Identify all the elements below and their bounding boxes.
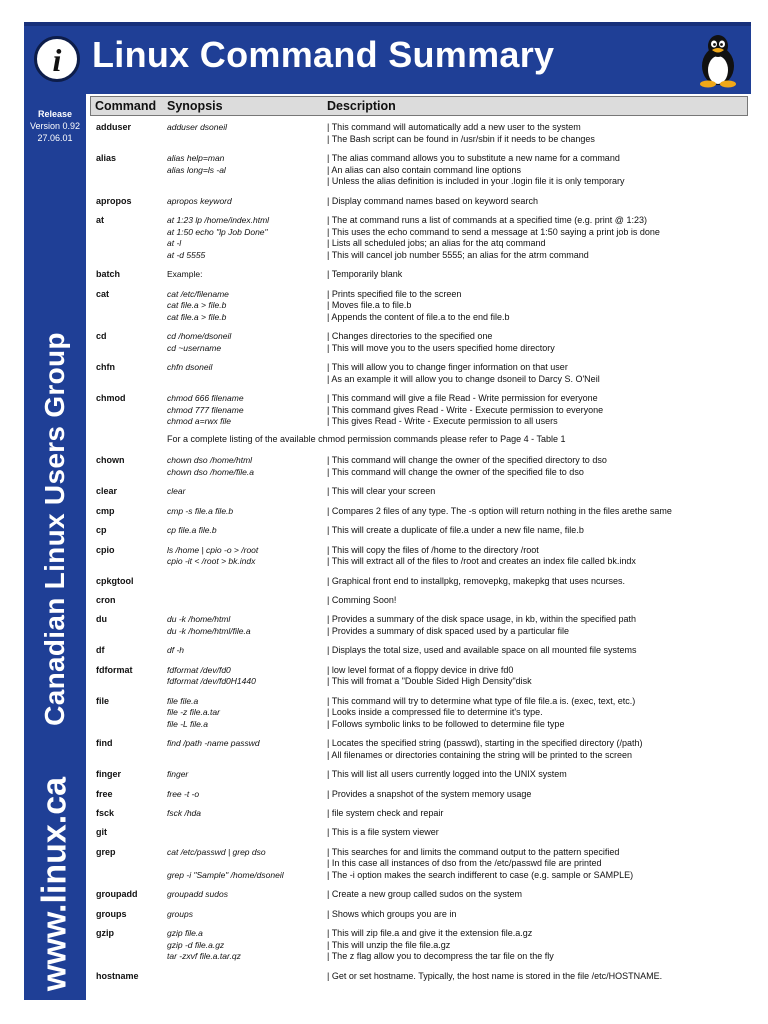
synopsis-line: find /path -name passwd [167,738,260,749]
synopsis-line: tar -zxvf file.a.tar.qz [167,951,241,962]
command-name: cpio [96,544,115,555]
synopsis [167,455,254,478]
table-row [96,889,756,908]
description-line: | This will allow you to change finger information on that user [327,362,600,374]
synopsis-line: ls /home | cpio -o > /root [167,544,259,555]
table-row [96,614,756,645]
command-name: df [96,645,105,656]
description [327,486,435,498]
synopsis-line: free -t -o [167,788,200,799]
table-row [96,196,756,215]
title-banner [24,22,751,94]
description-line: | This command will change the owner of the specified directory to dso [327,455,607,467]
description-line: | This gives Read - Write - Execute permission to all users [327,416,603,428]
synopsis-line: chmod a=rwx file [167,416,232,427]
chmod-reference-note: For a complete listing of the available chmod permission commands please refer to Page 4 - Table 1 [167,433,566,444]
synopsis [167,909,193,921]
synopsis [167,789,199,801]
table-row [96,769,756,788]
release-info [24,108,86,144]
tux-penguin-icon [695,32,741,88]
description [327,393,603,428]
synopsis-line: chown dso /home/html [167,455,253,466]
description [327,928,554,963]
synopsis-line: cp file.a file.b [167,525,217,536]
description [327,455,607,478]
header-description: Description [327,99,396,113]
synopsis [167,847,284,882]
description [327,614,636,637]
synopsis-line: chmod 666 filename [167,393,244,404]
synopsis-line: at 1:50 echo "lp Job Done" [167,226,268,237]
description [327,153,625,188]
description-line: | Shows which groups you are in [327,909,456,921]
synopsis [167,525,217,537]
description [327,506,672,518]
table-row [96,486,756,505]
description-line: | This command will change the owner of the specified file to dso [327,467,607,479]
description-line: | Locates the specified string (passwd), starting in the specified directory (/path) [327,738,643,750]
command-name: fdformat [96,664,133,675]
table-row [96,595,756,614]
description-line: | As an example it will allow you to change dsoneil to Darcy S. O'Neil [327,374,600,386]
header-command: Command [95,99,157,113]
description-line: | Compares 2 files of any type. The -s option will return nothing in the files arethe same [327,506,672,518]
description-line: | The alias command allows you to substitute a new name for a command [327,153,625,165]
command-name: du [96,614,107,625]
command-name: at [96,214,105,225]
description-line: | This will move you to the users specified home directory [327,343,555,355]
command-name: batch [96,269,121,280]
release-version: Version 0.92 [29,121,81,131]
synopsis-line: file file.a [167,695,199,706]
table-row [96,455,756,486]
description-line: | Moves file.a to file.b [327,300,509,312]
synopsis-line [167,858,284,870]
description-line: | Get or set hostname. Typically, the host name is stored in the file /etc/HOSTNAME. [327,971,662,983]
description-line: | This will copy the files of /home to the directory /root [327,545,636,557]
description [327,696,635,731]
description-line: | This will list all users currently logged into the UNIX system [327,769,567,781]
description [327,331,555,354]
description-line: | This command will automatically add a new user to the system [327,122,595,134]
description-line: | This command gives Read - Write - Execute permission to everyone [327,405,603,417]
description-line: | Temporarily blank [327,269,402,281]
table-row [96,789,756,808]
description-line: | Appends the content of file.a to the end file.b [327,312,509,324]
synopsis [167,808,201,820]
description [327,645,637,657]
description-line: | This will cancel job number 5555; an alias for the atrm command [327,250,660,262]
table-row [96,847,756,890]
synopsis-line: cmp -s file.a file.b [167,505,234,516]
table-row [96,645,756,664]
description [327,362,600,385]
command-name: cpkgtool [96,575,134,586]
description-line: | This command will try to determine what type of file file.a is. (exec, text, etc.) [327,696,635,708]
description [327,738,643,761]
synopsis-line: chmod 777 filename [167,404,244,415]
synopsis-line: gzip file.a [167,928,203,939]
table-row [96,971,756,990]
website-link[interactable]: www.linux.ca [35,776,74,992]
synopsis-line: Example: [167,269,203,280]
table-row [96,738,756,769]
command-name: clear [96,486,118,497]
synopsis-line: file -L file.a [167,718,208,729]
synopsis [167,889,228,901]
description-line: | This is a file system viewer [327,827,439,839]
synopsis-line: cpio -it < /root > bk.indx [167,556,256,567]
command-name: apropos [96,195,132,206]
table-row [96,506,756,525]
page-title: Linux Command Summary [92,34,555,75]
synopsis-line: cat /etc/passwd | grep dso [167,846,266,857]
command-table [96,122,756,990]
table-row [96,289,756,332]
description [327,789,531,801]
synopsis-line: cat file.a > file.b [167,300,227,311]
table-header [90,96,748,116]
description-line: | file system check and repair [327,808,443,820]
release-label: Release [37,109,73,119]
table-row [96,269,756,288]
table-row [96,393,756,455]
command-name: groupadd [96,889,138,900]
synopsis-line: groupadd sudos [167,889,228,900]
table-row [96,827,756,846]
command-name: chown [96,455,125,466]
organization-name: Canadian Linux Users Group [39,332,70,726]
synopsis-line: at -l [167,238,182,249]
description [327,122,595,145]
description [327,827,439,839]
table-row [96,525,756,544]
synopsis-line: du -k /home/html [167,614,231,625]
synopsis-line: at -d 5555 [167,249,206,260]
header-synopsis: Synopsis [167,99,223,113]
command-name: finger [96,769,122,780]
description [327,525,584,537]
description [327,971,662,983]
description-line: | Unless the alias definition is included in your .login file it is only temporary [327,176,625,188]
description-line: | The z flag allow you to decompress the tar file on the fly [327,951,554,963]
synopsis [167,196,232,208]
description-line: | All filenames or directories containing the string will be printed to the screen [327,750,643,762]
synopsis [167,665,256,688]
table-row [96,362,756,393]
description [327,808,443,820]
synopsis-line: df -h [167,645,185,656]
table-row [96,665,756,696]
description-line: | This will zip file.a and give it the extension file.a.gz [327,928,554,940]
description [327,269,402,281]
description-line: | This will unzip the file file.a.gz [327,940,554,952]
table-row [96,808,756,827]
synopsis-line: alias help=man [167,153,225,163]
synopsis-line: fdformat /dev/fd0H1440 [167,676,256,687]
description [327,196,538,208]
synopsis [167,153,226,176]
info-icon [34,36,80,82]
synopsis [167,769,188,781]
command-name: git [96,827,107,838]
command-name: find [96,738,113,749]
description-line: | This command will give a file Read - Write permission for everyone [327,393,603,405]
synopsis-line: fdformat /dev/fd0 [167,664,231,675]
table-row [96,696,756,739]
synopsis-line: finger [167,769,189,780]
description-line: | In this case all instances of dso from the /etc/passwd file are printed [327,858,633,870]
synopsis [167,545,258,568]
synopsis [167,645,184,657]
command-name: chfn [96,362,115,373]
description [327,769,567,781]
synopsis-line: adduser dsoneil [167,122,228,132]
synopsis-line: cat file.a > file.b [167,311,227,322]
synopsis-line: grep -i "Sample" /home/dsoneil [167,870,284,881]
synopsis [167,696,220,731]
description-line: | This will extract all of the files to /root and creates an index file called bk.indx [327,556,636,568]
synopsis [167,738,260,750]
command-name: cmp [96,505,115,516]
synopsis [167,269,202,281]
synopsis-line: chfn dsoneil [167,362,213,373]
description-line: | This uses the echo command to send a message at 1:50 saying a print job is done [327,227,660,239]
description-line: | Create a new group called sudos on the system [327,889,522,901]
description-line: | Graphical front end to installpkg, removepkg, makepkg that uses ncurses. [327,576,625,588]
description [327,289,509,324]
command-name: file [96,695,110,706]
description [327,545,636,568]
synopsis-line: apropos keyword [167,195,232,206]
description-line: | The -i option makes the search indifferent to case (e.g. sample or SAMPLE) [327,870,633,882]
table-row [96,909,756,928]
description-line: | This will fromat a "Double Sided High Density"disk [327,676,532,688]
description [327,595,396,607]
table-row [96,331,756,362]
description [327,847,633,882]
synopsis [167,928,241,963]
synopsis-line: cd /home/dsoneil [167,331,232,342]
synopsis [167,331,231,354]
command-name: cron [96,594,116,605]
description-line: | Changes directories to the specified one [327,331,555,343]
synopsis [167,486,185,498]
synopsis-line: cat /etc/filename [167,288,229,299]
synopsis [167,289,229,324]
description-line: | Provides a snapshot of the system memory usage [327,789,531,801]
description-line: | low level format of a floppy device in drive fd0 [327,665,532,677]
command-name: alias [96,153,117,163]
synopsis [167,506,233,518]
description [327,909,456,921]
synopsis [167,122,227,134]
command-name: cp [96,525,107,536]
description-line: | Display command names based on keyword search [327,196,538,208]
release-date: 27.06.01 [37,133,73,143]
synopsis-line: gzip -d file.a.gz [167,939,225,950]
synopsis-line: alias long=ls -al [167,164,226,175]
command-name: hostname [96,970,139,981]
command-name: groups [96,908,127,919]
table-row [96,153,756,196]
synopsis-line: clear [167,486,186,497]
description-line: | The at command runs a list of commands at a specified time (e.g. print @ 1:23) [327,215,660,227]
info-glyph: i [52,42,62,78]
description-line: | Displays the total size, used and available space on all mounted file systems [327,645,637,657]
description [327,889,522,901]
description-line: | This will create a duplicate of file.a under a new file name, file.b [327,525,584,537]
description [327,215,660,261]
description-line: | Follows symbolic links to be followed to determine file type [327,719,635,731]
command-name: grep [96,846,116,857]
table-row [96,576,756,595]
synopsis [167,614,251,637]
synopsis-line: groups [167,908,193,919]
description [327,576,625,588]
synopsis-line: fsck /hda [167,808,202,819]
command-name: free [96,788,113,799]
description-line: | Lists all scheduled jobs; an alias for the atq command [327,238,660,250]
synopsis-line: cd ~username [167,342,222,353]
command-name: fsck [96,808,115,819]
synopsis-line: file -z file.a.tar [167,707,220,718]
synopsis-line: at 1:23 lp /home/index.html [167,214,270,225]
command-name: gzip [96,928,114,939]
table-row [96,122,756,153]
description-line: | This will clear your screen [327,486,435,498]
table-row [96,928,756,971]
description-line: | Provides a summary of disk spaced used by a particular file [327,626,636,638]
synopsis-line: chown dso /home/file.a [167,466,254,477]
description-line: | An alias can also contain command line options [327,165,625,177]
command-name: cat [96,288,110,299]
synopsis [167,393,244,428]
table-row [96,215,756,269]
description-line: | Provides a summary of the disk space usage, in kb, within the specified path [327,614,636,626]
sidebar [24,94,86,1000]
description-line: | The Bash script can be found in /usr/sbin if it needs to be changes [327,134,595,146]
command-name: chmod [96,393,126,404]
command-name: cd [96,331,107,342]
table-row [96,545,756,576]
synopsis [167,215,269,261]
description [327,665,532,688]
description-line: | Prints specified file to the screen [327,289,509,301]
synopsis-line: du -k /home/html/file.a [167,625,251,636]
description-line: | Looks inside a compressed file to determine it's type. [327,707,635,719]
description-line: | This searches for and limits the command output to the pattern specified [327,847,633,859]
synopsis [167,362,212,374]
command-name: adduser [96,122,132,132]
description-line: | Comming Soon! [327,595,396,607]
